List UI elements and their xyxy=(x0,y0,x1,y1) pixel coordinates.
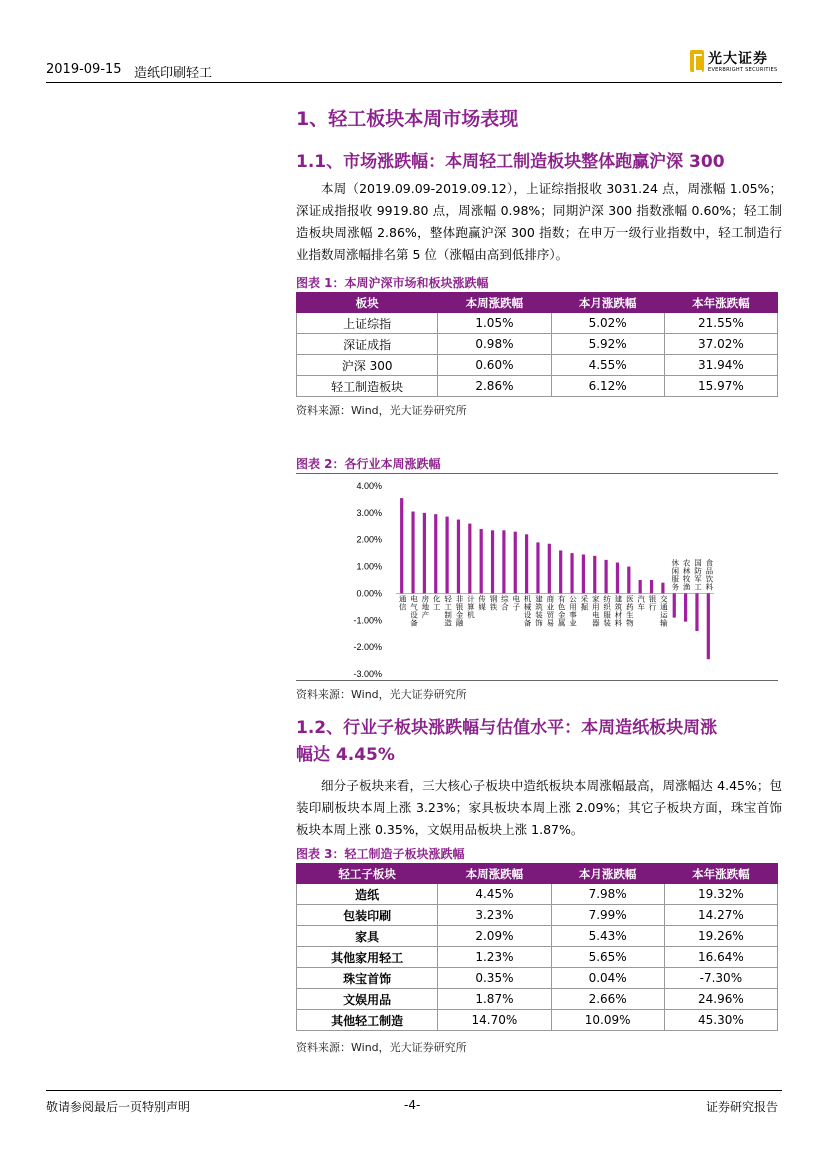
table-row xyxy=(297,989,778,1010)
bar xyxy=(548,544,551,594)
table-cell: 14.70% xyxy=(438,1010,551,1031)
y-tick-label: -1.00% xyxy=(353,615,382,626)
category-label: 纺织服装 xyxy=(603,594,611,628)
category-label: 国防军工 xyxy=(694,558,702,592)
table-row xyxy=(297,376,778,397)
footer-rule xyxy=(46,1090,782,1091)
table-cell: -7.30% xyxy=(664,968,777,989)
bar xyxy=(502,530,505,593)
table-3-header: 本月涨跌幅 xyxy=(551,864,664,884)
header-rule xyxy=(46,82,782,83)
table-1-header-row xyxy=(297,293,778,313)
category-label: 交通运输 xyxy=(660,594,668,628)
bar xyxy=(627,567,630,594)
table-cell: 其他轻工制造 xyxy=(297,1010,438,1031)
table-cell: 16.64% xyxy=(664,947,777,968)
table-cell: 15.97% xyxy=(664,376,777,397)
table-cell: 5.65% xyxy=(551,947,664,968)
table-cell: 0.35% xyxy=(438,968,551,989)
table-3-header: 本年涨跌幅 xyxy=(664,864,777,884)
chart-2-bottom-rule xyxy=(296,680,778,681)
bar xyxy=(639,580,642,593)
bar xyxy=(400,498,403,593)
category-label: 钢铁 xyxy=(489,594,498,612)
bar xyxy=(707,593,710,659)
table-cell: 造纸 xyxy=(297,884,438,905)
section-1-title: 1、轻工板块本周市场表现 xyxy=(296,108,519,130)
table-row xyxy=(297,884,778,905)
bar xyxy=(695,593,698,631)
category-label: 商业贸易 xyxy=(546,594,555,628)
table-3-source: 资料来源：Wind，光大证券研究所 xyxy=(296,1041,467,1054)
table-cell: 其他家用轻工 xyxy=(297,947,438,968)
section-1-1-title: 1.1、市场涨跌幅：本周轻工制造板块整体跑赢沪深 300 xyxy=(296,152,725,172)
chart-2-caption: 图表 2：各行业本周涨跌幅 xyxy=(296,457,441,471)
table-row xyxy=(297,355,778,376)
bar xyxy=(593,556,596,594)
table-1-caption: 图表 1：本周沪深市场和板块涨跌幅 xyxy=(296,276,489,290)
table-1-source: 资料来源：Wind，光大证券研究所 xyxy=(296,404,467,417)
category-label: 农林牧渔 xyxy=(682,558,691,592)
y-tick-label: 2.00% xyxy=(356,534,382,545)
table-cell: 19.26% xyxy=(664,926,777,947)
report-sector: 造纸印刷轻工 xyxy=(134,66,213,81)
section-1-2-title-line1: 1.2、行业子板块涨跌幅与估值水平：本周造纸板块周涨 xyxy=(296,718,718,738)
table-cell: 0.04% xyxy=(551,968,664,989)
y-tick-label: 3.00% xyxy=(356,507,382,518)
logo-cn-text: 光大证券 xyxy=(708,51,768,67)
table-row xyxy=(297,334,778,355)
y-tick-label: -3.00% xyxy=(353,669,382,679)
bar xyxy=(480,529,483,593)
table-cell: 37.02% xyxy=(664,334,777,355)
logo-en-text: EVERBRIGHT SECURITIES xyxy=(708,67,778,73)
y-tick-label: 4.00% xyxy=(356,481,382,491)
table-cell: 2.66% xyxy=(551,989,664,1010)
table-cell: 2.86% xyxy=(438,376,551,397)
category-label: 有色金属 xyxy=(557,594,566,628)
category-label: 非银金融 xyxy=(455,594,464,628)
bar xyxy=(468,524,471,594)
chart-2-source: 资料来源：Wind，光大证券研究所 xyxy=(296,688,467,701)
table-3-header: 本周涨跌幅 xyxy=(438,864,551,884)
bar xyxy=(616,563,619,594)
bar xyxy=(582,554,585,593)
table-cell: 4.55% xyxy=(551,355,664,376)
table-cell: 45.30% xyxy=(664,1010,777,1031)
category-label: 轻工制造 xyxy=(444,594,452,628)
table-cell: 6.12% xyxy=(551,376,664,397)
category-label: 休闲服务 xyxy=(671,558,679,592)
table-cell: 1.23% xyxy=(438,947,551,968)
table-cell: 5.43% xyxy=(551,926,664,947)
table-3-header-row xyxy=(297,864,778,884)
section-1-2-title-line2: 幅达 4.45% xyxy=(296,745,395,765)
report-date: 2019-09-15 xyxy=(46,62,122,77)
table-1-header: 本年涨跌幅 xyxy=(664,293,777,313)
section-1-1-text: 本周（2019.09.09-2019.09.12），上证综指报收 3031.24 点，周涨幅 1.05%；深证成指报收 9919.80 点，周涨幅 0.98%；同期沪深 300 指数涨幅 0.60%；轻工制造板块周涨幅 2.86%，整体跑赢沪深 300 指数；在申万一级行业指数中，轻工制造行业指数周涨幅排名第 5 位（涨幅由高到低排序）。 xyxy=(296,181,782,262)
bar xyxy=(684,593,687,621)
table-row xyxy=(297,1010,778,1031)
bar xyxy=(446,517,449,594)
table-cell: 31.94% xyxy=(664,355,777,376)
table-3-caption: 图表 3：轻工制造子板块涨跌幅 xyxy=(296,847,465,861)
table-cell: 包装印刷 xyxy=(297,905,438,926)
table-3-header: 轻工子板块 xyxy=(297,864,438,884)
bar xyxy=(536,542,539,593)
category-label: 化工 xyxy=(433,594,441,612)
table-cell: 上证综指 xyxy=(297,313,438,334)
bar xyxy=(525,534,528,593)
table-row xyxy=(297,313,778,334)
table-row xyxy=(297,926,778,947)
logo-mark-icon xyxy=(690,50,704,72)
brand-logo xyxy=(690,48,782,78)
category-label: 银行 xyxy=(648,594,657,612)
section-1-1-paragraph xyxy=(296,178,782,266)
table-cell: 轻工制造板块 xyxy=(297,376,438,397)
bar xyxy=(673,593,676,617)
table-cell: 5.92% xyxy=(551,334,664,355)
table-cell: 21.55% xyxy=(664,313,777,334)
category-label: 医药生物 xyxy=(626,594,634,628)
table-3 xyxy=(296,863,778,1031)
bar xyxy=(650,580,653,593)
category-label: 计算机 xyxy=(467,594,475,620)
table-cell: 1.87% xyxy=(438,989,551,1010)
category-label: 汽车 xyxy=(637,594,645,612)
category-label: 建筑材料 xyxy=(614,594,623,628)
table-cell: 4.45% xyxy=(438,884,551,905)
bar xyxy=(434,514,437,593)
bar xyxy=(605,560,608,594)
chart-2-container xyxy=(296,473,778,679)
bar xyxy=(570,553,573,593)
table-cell: 2.09% xyxy=(438,926,551,947)
table-cell: 0.98% xyxy=(438,334,551,355)
table-cell: 3.23% xyxy=(438,905,551,926)
category-label: 传媒 xyxy=(478,594,486,612)
table-1-header: 本周涨跌幅 xyxy=(438,293,551,313)
category-label: 家用电器 xyxy=(592,594,600,628)
bar xyxy=(457,520,460,594)
category-label: 建筑装饰 xyxy=(535,594,543,628)
category-label: 电子 xyxy=(512,594,520,612)
table-1-header: 板块 xyxy=(297,293,438,313)
table-row xyxy=(297,947,778,968)
table-cell: 19.32% xyxy=(664,884,777,905)
section-1-2-paragraph xyxy=(296,775,782,841)
bar xyxy=(491,530,494,593)
table-cell: 24.96% xyxy=(664,989,777,1010)
table-cell: 深证成指 xyxy=(297,334,438,355)
y-tick-label: 0.00% xyxy=(356,588,382,599)
table-1 xyxy=(296,292,778,397)
y-tick-label: -2.00% xyxy=(353,642,382,653)
bar xyxy=(423,513,426,594)
y-tick-label: 1.00% xyxy=(356,561,382,572)
category-label: 食品饮料 xyxy=(705,558,714,592)
table-cell: 文娱用品 xyxy=(297,989,438,1010)
section-1-2-text: 细分子板块来看，三大核心子板块中造纸板块本周涨幅最高，周涨幅达 4.45%；包装印刷板块本周上涨 3.23%；家具板块本周上涨 2.09%；其它子板块方面，珠宝首饰板块本周上涨 0.35%，文娱用品板块上涨 1.87%。 xyxy=(296,778,782,837)
bar xyxy=(514,532,517,594)
category-label: 综合 xyxy=(501,594,509,612)
table-cell: 14.27% xyxy=(664,905,777,926)
table-cell: 7.98% xyxy=(551,884,664,905)
category-label: 通信 xyxy=(398,594,407,612)
category-label: 采掘 xyxy=(580,594,589,612)
table-cell: 5.02% xyxy=(551,313,664,334)
footer-disclaimer: 敬请参阅最后一页特别声明 xyxy=(46,1100,191,1114)
category-label: 公用事业 xyxy=(569,594,577,628)
table-cell: 10.09% xyxy=(551,1010,664,1031)
table-cell: 7.99% xyxy=(551,905,664,926)
table-row xyxy=(297,968,778,989)
table-cell: 珠宝首饰 xyxy=(297,968,438,989)
table-row xyxy=(297,905,778,926)
table-cell: 沪深 300 xyxy=(297,355,438,376)
table-1-header: 本月涨跌幅 xyxy=(551,293,664,313)
category-label: 电气设备 xyxy=(410,594,418,628)
bar xyxy=(411,512,414,594)
table-cell: 0.60% xyxy=(438,355,551,376)
chart-2-svg xyxy=(296,474,778,680)
bar xyxy=(661,583,664,594)
table-cell: 1.05% xyxy=(438,313,551,334)
table-cell: 家具 xyxy=(297,926,438,947)
bar xyxy=(559,550,562,593)
category-label: 机械设备 xyxy=(523,594,532,628)
footer-page-number: -4- xyxy=(404,1098,421,1112)
category-label: 房地产 xyxy=(421,594,430,620)
footer-report-type: 证券研究报告 xyxy=(706,1100,779,1114)
